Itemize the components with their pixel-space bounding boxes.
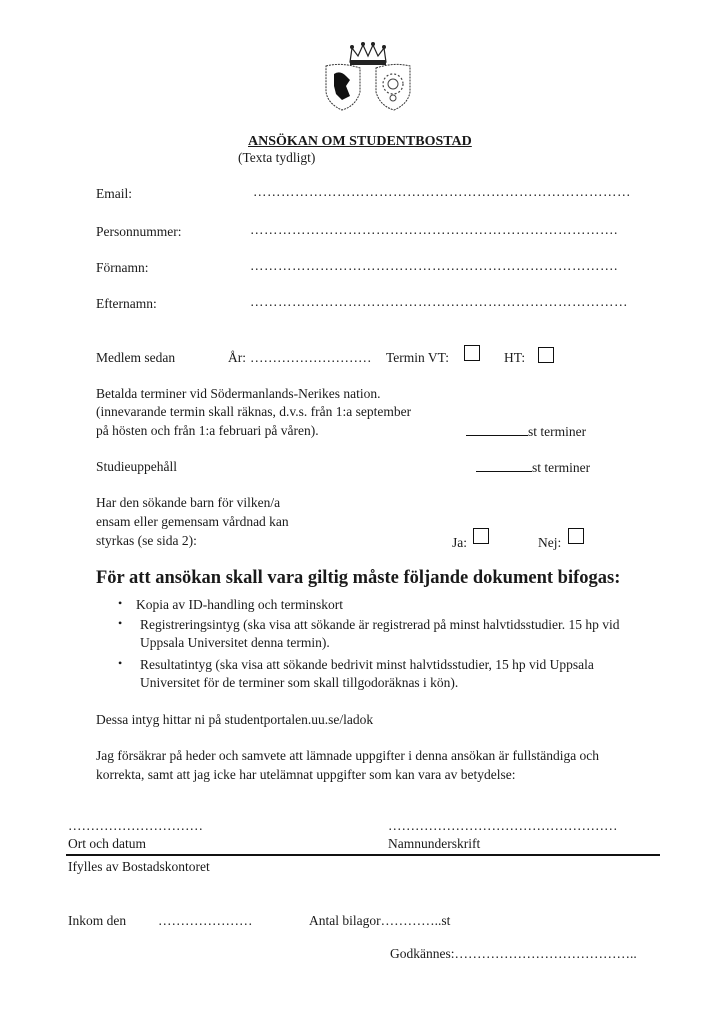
- documents-heading: För att ansökan skall vara giltig måste följande dokument bifogas:: [96, 568, 621, 588]
- study-break-field[interactable]: [476, 459, 532, 472]
- approved-group: [390, 946, 637, 962]
- document-item-cont: Uppsala Universitet denna termin).: [140, 635, 330, 650]
- efternamn-label: Efternamn:: [96, 296, 157, 311]
- signature-field[interactable]: ……………………………………………: [388, 818, 618, 833]
- personnummer-label: Personnummer:: [96, 224, 182, 239]
- declaration-line2: korrekta, samt att jag icke har utelämnat uppgifter som kan vara av betydelse:: [96, 767, 516, 782]
- bullet-icon: •: [118, 616, 123, 630]
- document-item: Registreringsintyg (ska visa att sökande är registrerad på minst halvtidsstudier. 15 hp vid: [140, 617, 620, 632]
- section-divider: [66, 854, 660, 856]
- children-line2: ensam eller gemensam vårdnad kan: [96, 514, 289, 529]
- year-label: År:: [228, 350, 246, 365]
- received-field[interactable]: …………………: [158, 913, 253, 928]
- children-line1: Har den sökande barn för vilken/a: [96, 495, 281, 510]
- attachments-suffix: st: [441, 913, 451, 928]
- certificates-note: Dessa intyg hittar ni på studentportalen.uu.se/ladok: [96, 712, 374, 727]
- study-break-label: Studieuppehåll: [96, 459, 177, 474]
- document-item: Resultatintyg (ska visa att sökande bedrivit minst halvtidsstudier, 15 hp vid Uppsala: [140, 657, 594, 672]
- children-no-checkbox[interactable]: [568, 528, 584, 544]
- document-item-cont: Universitet för de terminer som skall tillgodoräknas i kön).: [140, 675, 459, 690]
- study-break-suffix: st terminer: [532, 460, 591, 475]
- paid-terms-line3: på hösten och från 1:a februari på våren).: [96, 423, 319, 438]
- year-field[interactable]: ………………………: [250, 350, 372, 365]
- approved-label: Godkännes:: [390, 946, 455, 961]
- term-vt-checkbox[interactable]: [464, 345, 480, 361]
- attachments-field[interactable]: …………..: [380, 913, 442, 928]
- place-date-label: Ort och datum: [68, 836, 146, 851]
- approved-field[interactable]: …………………………………..: [454, 946, 637, 961]
- paid-terms-field[interactable]: [466, 423, 528, 436]
- email-field[interactable]: ………………………………………………………………………: [253, 184, 631, 199]
- document-item: Kopia av ID-handling och terminskort: [136, 597, 343, 612]
- email-label: Email:: [96, 186, 132, 201]
- children-line3: styrkas (se sida 2):: [96, 533, 197, 548]
- attachments-group: [309, 913, 450, 929]
- term-ht-checkbox[interactable]: [538, 347, 554, 363]
- form-subtitle: (Texta tydligt): [238, 150, 316, 165]
- fornamn-label: Förnamn:: [96, 260, 149, 275]
- term-vt-label: Termin VT:: [386, 350, 449, 365]
- attachments-label: Antal bilagor: [309, 913, 381, 928]
- bullet-icon: •: [118, 596, 123, 610]
- bullet-icon: •: [118, 656, 123, 670]
- signature-label: Namnunderskrift: [388, 836, 481, 851]
- term-ht-label: HT:: [504, 350, 526, 365]
- children-yes-label: Ja:: [452, 535, 467, 550]
- coat-of-arms-crest-icon: [322, 40, 414, 112]
- paid-terms-line1: Betalda terminer vid Södermanlands-Nerikes nation.: [96, 386, 381, 401]
- received-label: Inkom den: [68, 913, 127, 928]
- efternamn-field[interactable]: ………………………………………………………………………: [250, 294, 628, 309]
- children-yes-checkbox[interactable]: [473, 528, 489, 544]
- fornamn-field[interactable]: …………………………………………………………………….: [250, 258, 618, 273]
- paid-terms-line2: (innevarande termin skall räknas, d.v.s. från 1:a september: [96, 404, 412, 419]
- study-break-input-group: [476, 459, 590, 476]
- form-title: ANSÖKAN OM STUDENTBOSTAD: [248, 134, 472, 149]
- children-no-label: Nej:: [538, 535, 562, 550]
- office-section-label: Ifylles av Bostadskontoret: [68, 859, 210, 874]
- paid-terms-suffix: st terminer: [528, 424, 587, 439]
- paid-terms-input-group: [466, 423, 586, 440]
- personnummer-field[interactable]: …………………………………………………………………….: [250, 222, 618, 237]
- declaration-line1: Jag försäkrar på heder och samvete att lämnade uppgifter i denna ansökan är fullständiga och: [96, 748, 600, 763]
- place-date-field[interactable]: …………………………: [68, 818, 203, 833]
- member-since-label: Medlem sedan: [96, 350, 176, 365]
